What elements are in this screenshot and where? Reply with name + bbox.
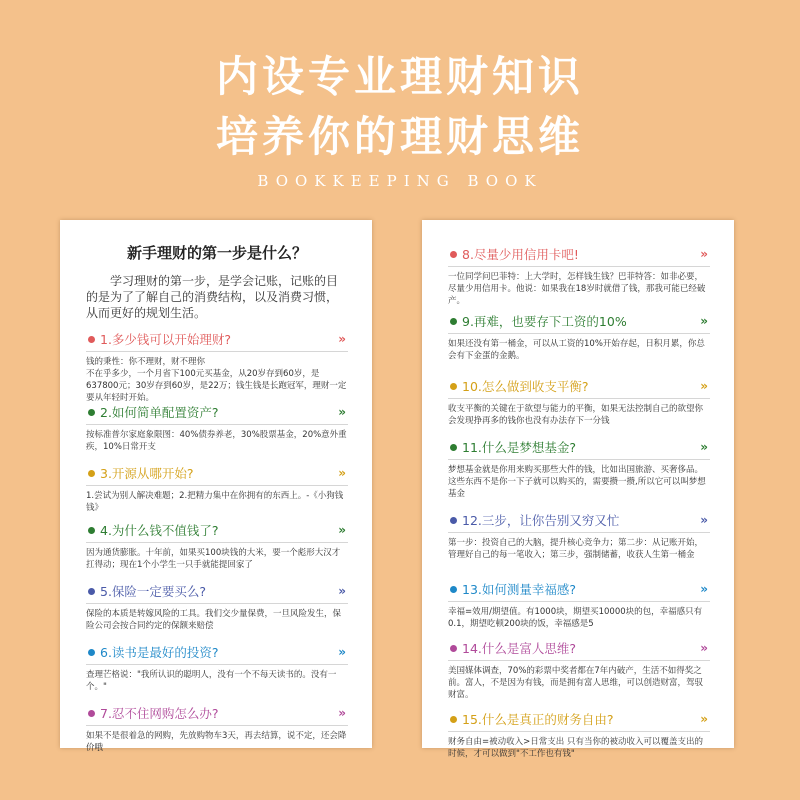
left-page-card <box>60 220 372 753</box>
tip-heading <box>448 707 710 732</box>
tip-heading <box>448 508 710 533</box>
tip-text: 第一步：投资自己的大脑，提升核心竞争力；第二步：从记账开始，管理好自己的每一笔收入；第三步，强制储蓄，收获人生第一桶金 <box>448 538 704 560</box>
bullet-dot-icon <box>450 383 457 390</box>
tip-heading <box>448 435 710 460</box>
double-chevron-right-icon: » <box>700 513 708 527</box>
bullet-dot-icon <box>88 588 95 595</box>
card-title: 新手理财的第一步是什么？ <box>126 244 307 262</box>
bullet-dot-icon <box>450 251 457 258</box>
headline-line1: 内设专业理财知识 <box>215 52 584 101</box>
tip-text: 美国媒体调查，70%的彩票中奖者都在7年内破产，生活不如得奖之前。富人，不是因为有钱，而是拥有富人思维，可以创造财富，驾驭财富。 <box>448 666 704 700</box>
bullet-dot-icon <box>450 586 457 593</box>
headline-line2: 培养你的理财思维 <box>215 112 584 161</box>
double-chevron-right-icon: » <box>700 440 708 454</box>
tip-title: 7.忍不住网购怎么办? <box>100 706 219 721</box>
double-chevron-right-icon: » <box>338 584 346 598</box>
tip-title: 4.为什么钱不值钱了? <box>100 523 219 538</box>
tip-title: 11.什么是梦想基金? <box>462 440 577 455</box>
bullet-dot-icon <box>88 336 95 343</box>
intro-paragraph: 学习理财的第一步，是学会记账，记账的目的是为了了解自己的消费结构，以及消费习惯，从而更好的规划生活。 <box>86 274 339 320</box>
tip-title: 5.保险一定要买么? <box>100 584 207 599</box>
tip-item <box>448 577 710 636</box>
double-chevron-right-icon: » <box>338 706 346 720</box>
tip-title: 3.开源从哪开始? <box>100 466 194 481</box>
bullet-dot-icon <box>450 716 457 723</box>
tip-heading <box>448 374 710 399</box>
double-chevron-right-icon: » <box>338 405 346 419</box>
double-chevron-right-icon: » <box>700 641 708 655</box>
tip-heading <box>86 400 348 425</box>
tip-text: 收支平衡的关键在于欲望与能力的平衡，如果无法控制自己的欲望你会发现挣再多的钱你也没有办法存下一分钱 <box>448 404 704 426</box>
tip-item <box>448 707 710 766</box>
tip-text: 如果还没有第一桶金，可以从工资的10%开始存起，日积月累，你总会有下金蛋的金鹅。 <box>448 339 705 361</box>
tip-text: 查理芒格说："我所认识的聪明人，没有一个不每天读书的。没有一个。" <box>86 670 337 692</box>
tip-title: 15.什么是真正的财务自由? <box>462 712 614 727</box>
bullet-dot-icon <box>88 710 95 717</box>
tip-item <box>86 579 348 640</box>
tip-heading <box>86 701 348 726</box>
tip-title: 10.怎么做到收支平衡? <box>462 379 589 394</box>
tip-item <box>86 400 348 461</box>
subtitle: BOOKKEEPING BOOK <box>257 172 543 190</box>
tip-text: 钱的秉性：你不理财，财不理你 不在乎多少，一个月省下100元买基金，从20岁存到60岁，是637800元；30岁存到60岁，是22万；钱生钱是长跑冠军，理财一定要从年轻时开始。 <box>86 357 347 403</box>
tip-text: 按标准普尔家庭象限图：40%债券养老，30%股票基金，20%意外重疾，10%日常开支 <box>86 430 347 452</box>
bullet-dot-icon <box>450 444 457 451</box>
tip-item <box>448 309 710 374</box>
bullet-dot-icon <box>88 527 95 534</box>
tips-list-left <box>86 327 348 758</box>
tip-heading <box>448 309 710 334</box>
double-chevron-right-icon: » <box>700 314 708 328</box>
tip-text: 1.尝试为别人解决难题；2.把精力集中在你拥有的东西上。-《小狗钱钱》 <box>86 491 344 513</box>
tip-heading <box>448 577 710 602</box>
tip-title: 6.读书是最好的投资? <box>100 645 219 660</box>
bullet-dot-icon <box>88 470 95 477</box>
tips-list-right <box>448 242 710 766</box>
tip-title: 13.如何测量幸福感? <box>462 582 577 597</box>
bullet-dot-icon <box>450 645 457 652</box>
bullet-dot-icon <box>88 409 95 416</box>
tip-heading <box>86 518 348 543</box>
tip-text: 保险的本质是转嫁风险的工具。我们交少量保费，一旦风险发生，保险公司会按合同约定的保额来赔偿 <box>86 609 342 631</box>
double-chevron-right-icon: » <box>700 582 708 596</box>
tip-item <box>448 374 710 435</box>
bullet-dot-icon <box>450 318 457 325</box>
tip-title: 14.什么是富人思维? <box>462 641 577 656</box>
double-chevron-right-icon: » <box>338 466 346 480</box>
tip-item <box>86 518 348 579</box>
tip-text: 因为通货膨胀。十年前，如果买100块钱的大米，要一个彪形大汉才扛得动；现在1个小学生一只手就能提回家了 <box>86 548 341 570</box>
tip-title: 12.三步，让你告别又穷又忙 <box>462 513 620 528</box>
bullet-dot-icon <box>88 649 95 656</box>
double-chevron-right-icon: » <box>700 247 708 261</box>
tip-title: 1.多少钱可以开始理财? <box>100 332 232 347</box>
tip-heading <box>86 640 348 665</box>
tip-title: 2.如何简单配置资产? <box>100 405 219 420</box>
tip-heading <box>86 461 348 486</box>
tip-item <box>448 242 710 309</box>
tip-heading <box>86 579 348 604</box>
double-chevron-right-icon: » <box>338 645 346 659</box>
tip-item <box>86 640 348 701</box>
tip-item <box>86 461 348 518</box>
tip-heading <box>86 327 348 352</box>
tip-heading <box>448 242 710 267</box>
tip-text: 梦想基金就是你用来购买那些大件的钱，比如出国旅游、买奢侈品。这些东西不是你一下子就可以购买的，需要攒一攒,所以它可以叫梦想基金 <box>448 465 706 499</box>
tip-item <box>448 636 710 707</box>
right-page-card <box>422 220 734 759</box>
tip-text: 一位同学问巴菲特：上大学时，怎样钱生钱？巴菲特答：如非必要，尽量少用信用卡。他说：如果我在18岁时就借了钱，那我可能已经破产。 <box>448 272 706 306</box>
double-chevron-right-icon: » <box>700 379 708 393</box>
tip-text: 财务自由=被动收入>日常支出 只有当你的被动收入可以覆盖支出的时候，才可以做到"不工作也有钱" <box>448 737 703 759</box>
tip-item <box>86 327 348 403</box>
tip-title: 8.尽量少用信用卡吧! <box>462 247 579 262</box>
tip-heading <box>448 636 710 661</box>
double-chevron-right-icon: » <box>338 523 346 537</box>
double-chevron-right-icon: » <box>700 712 708 726</box>
tip-item <box>448 435 710 508</box>
tip-title: 9.再难，也要存下工资的10% <box>462 314 627 329</box>
tip-text: 幸福=效用/期望值。有1000块，期望买10000块的包，幸福感只有0.1，期望吃顿200块的饭，幸福感是5 <box>448 607 703 629</box>
tip-item <box>86 701 348 758</box>
bullet-dot-icon <box>450 517 457 524</box>
tip-text: 如果不是很着急的网购，先放购物车3天，再去结算，说不定，还会降价哦 <box>86 731 347 753</box>
double-chevron-right-icon: » <box>338 332 346 346</box>
tip-item <box>448 508 710 577</box>
